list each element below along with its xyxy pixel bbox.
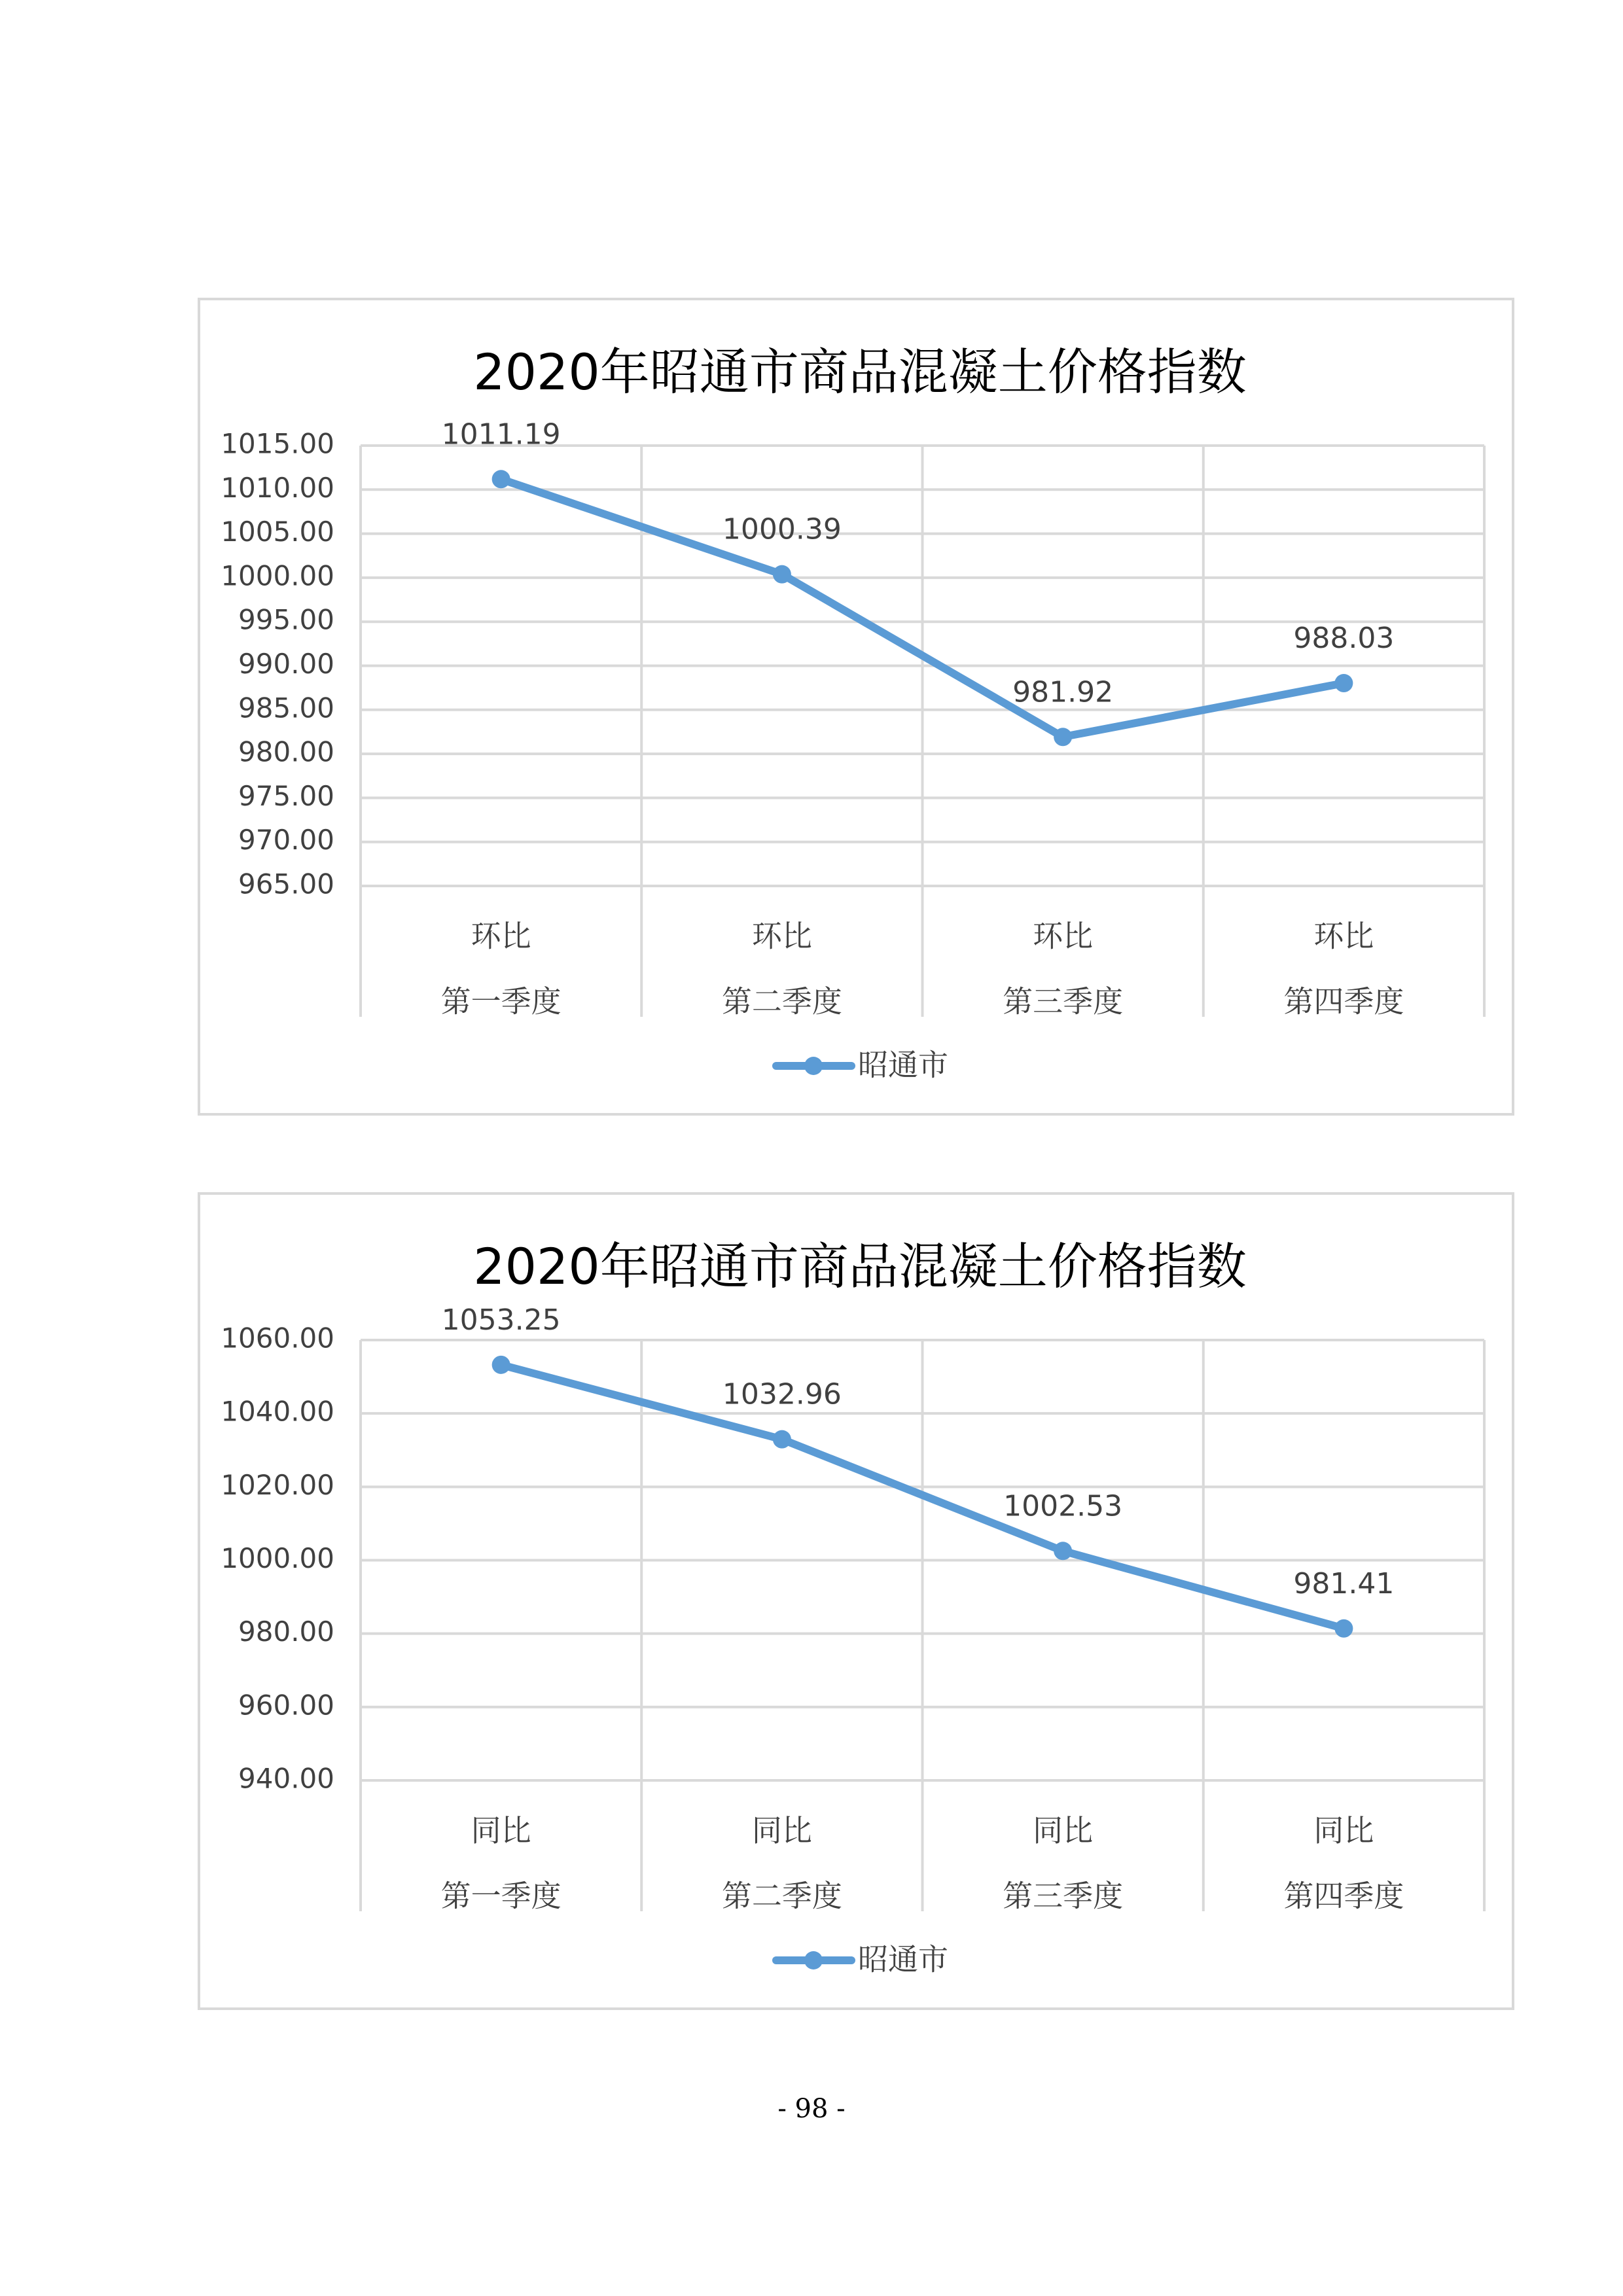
y-tick-label: 1000.00 bbox=[221, 1542, 334, 1574]
x-tick-sublabel: 第四季度 bbox=[1283, 983, 1404, 1019]
y-tick-label: 1040.00 bbox=[221, 1395, 334, 1428]
data-point bbox=[492, 470, 510, 488]
y-tick-label: 990.00 bbox=[238, 648, 334, 680]
page-number: - 98 - bbox=[777, 2094, 846, 2124]
chart-panel-huanbi bbox=[198, 298, 1514, 1116]
y-tick-label: 960.00 bbox=[238, 1689, 334, 1722]
x-tick-sublabel: 第三季度 bbox=[1003, 1878, 1124, 1914]
data-label: 1000.39 bbox=[722, 512, 842, 546]
x-tick-sublabel: 第一季度 bbox=[440, 1878, 562, 1914]
legend-label: 昭通市 bbox=[858, 1941, 948, 1977]
data-label: 1053.25 bbox=[441, 1303, 561, 1337]
y-tick-label: 985.00 bbox=[238, 692, 334, 724]
y-tick-label: 1010.00 bbox=[221, 471, 334, 504]
chart-svg bbox=[200, 1195, 1512, 2007]
x-tick-sublabel: 第四季度 bbox=[1283, 1878, 1404, 1914]
data-label: 1002.53 bbox=[1003, 1489, 1123, 1523]
y-tick-label: 940.00 bbox=[238, 1762, 334, 1795]
y-tick-label: 970.00 bbox=[238, 824, 334, 857]
data-point bbox=[1054, 728, 1072, 746]
y-tick-label: 965.00 bbox=[238, 868, 334, 900]
data-point bbox=[492, 1356, 510, 1374]
data-label: 981.92 bbox=[1012, 675, 1114, 709]
x-tick-sublabel: 第三季度 bbox=[1003, 983, 1124, 1019]
x-tick-label: 同比 bbox=[1313, 1812, 1374, 1848]
data-label: 1032.96 bbox=[722, 1377, 842, 1411]
y-tick-label: 980.00 bbox=[238, 1616, 334, 1648]
y-tick-label: 1060.00 bbox=[221, 1322, 334, 1354]
x-tick-sublabel: 第一季度 bbox=[440, 983, 562, 1019]
x-tick-label: 同比 bbox=[1033, 1812, 1094, 1848]
data-point bbox=[1334, 1619, 1353, 1638]
chart-svg bbox=[200, 300, 1512, 1113]
data-point bbox=[1334, 674, 1353, 692]
legend-marker bbox=[804, 1057, 823, 1075]
x-tick-label: 环比 bbox=[751, 918, 812, 954]
x-tick-sublabel: 第二季度 bbox=[721, 1878, 842, 1914]
chart-panel-tongbi bbox=[198, 1192, 1514, 2010]
chart-title: 2020年昭通市商品混凝土价格指数 bbox=[473, 1237, 1247, 1296]
x-tick-label: 环比 bbox=[1033, 918, 1094, 954]
y-tick-label: 980.00 bbox=[238, 735, 334, 768]
data-point bbox=[773, 565, 791, 584]
data-label: 981.41 bbox=[1293, 1566, 1395, 1600]
y-tick-label: 1000.00 bbox=[221, 559, 334, 592]
y-tick-label: 1005.00 bbox=[221, 516, 334, 548]
chart-title: 2020年昭通市商品混凝土价格指数 bbox=[473, 342, 1247, 401]
y-tick-label: 1020.00 bbox=[221, 1468, 334, 1501]
x-tick-sublabel: 第二季度 bbox=[721, 983, 842, 1019]
x-tick-label: 同比 bbox=[471, 1812, 531, 1848]
data-point bbox=[1054, 1542, 1072, 1560]
x-tick-label: 环比 bbox=[471, 918, 531, 954]
legend-label: 昭通市 bbox=[858, 1047, 948, 1083]
data-point bbox=[773, 1430, 791, 1449]
y-tick-label: 995.00 bbox=[238, 603, 334, 636]
data-label: 1011.19 bbox=[441, 417, 561, 451]
legend-marker bbox=[804, 1951, 823, 1969]
y-tick-label: 1015.00 bbox=[221, 427, 334, 460]
x-tick-label: 环比 bbox=[1313, 918, 1374, 954]
y-tick-label: 975.00 bbox=[238, 779, 334, 812]
data-label: 988.03 bbox=[1293, 622, 1395, 656]
x-tick-label: 同比 bbox=[751, 1812, 812, 1848]
